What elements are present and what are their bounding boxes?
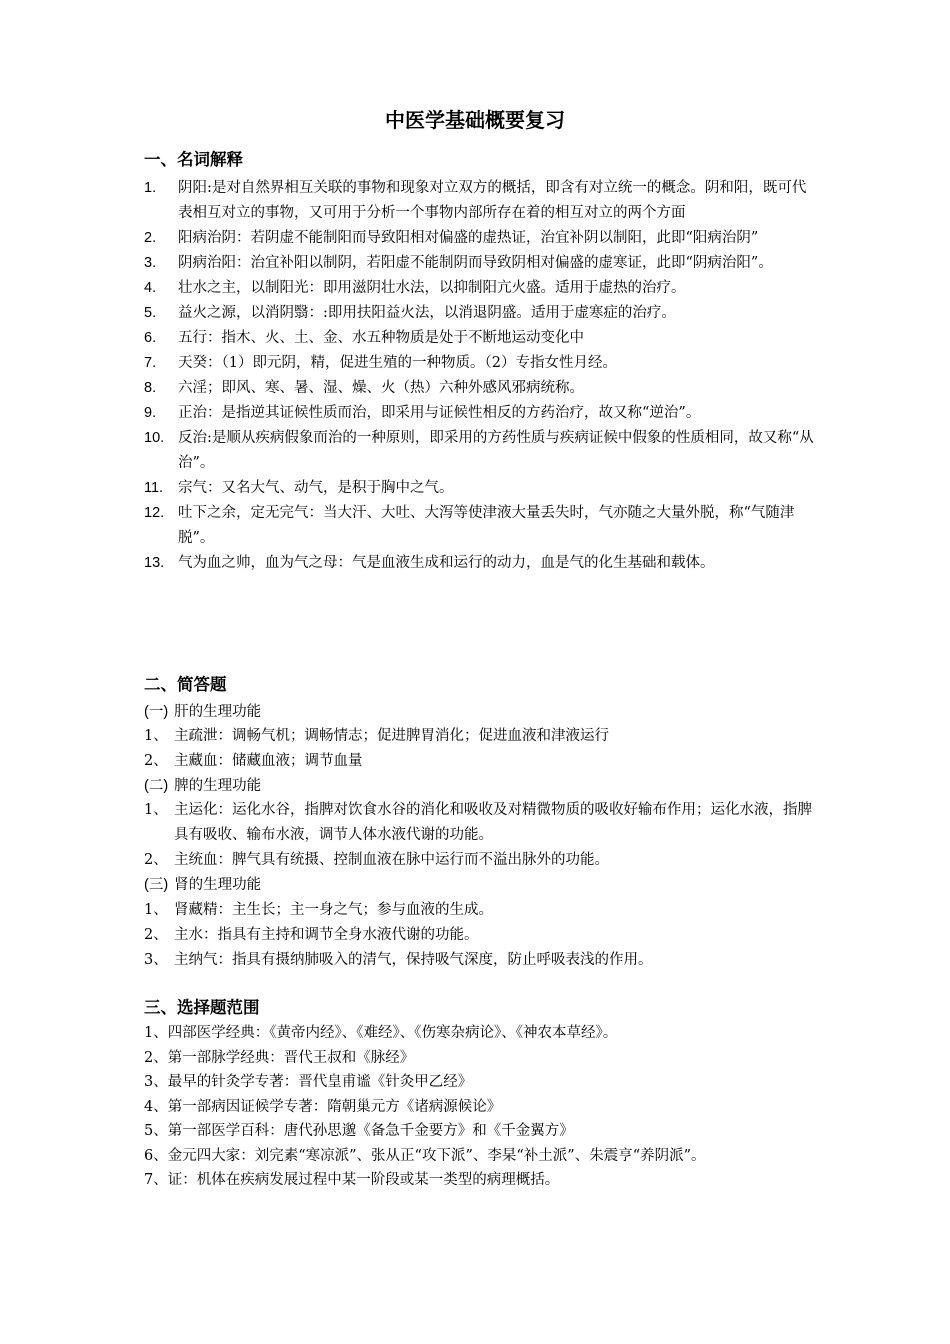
list-item: 1、 主疏泄：调畅气机；调畅情志；促进脾胃消化；促进血液和津液运行 <box>144 728 609 744</box>
list-item: 10. 反治:是顺从疾病假象而治的一种原则，即采用的方药性质与疾病证候中假象的性质相同，故又称“从治”。 <box>144 430 814 471</box>
list-item: 8. 六淫；即风、寒、暑、湿、燥、火（热）六种外感风邪病统称。 <box>144 380 584 396</box>
subsection-spleen-list <box>144 798 816 873</box>
list-item: 6. 五行：指木、火、土、金、水五种物质是处于不断地运动变化中 <box>144 330 584 346</box>
list-item: 3. 阴病治阳：治宜补阳以制阴，若阳虚不能制阴而导致阴相对偏盛的虚寒证，此即“阴病治阳”。 <box>144 255 773 271</box>
list-item: 1、四部医学经典：《黄帝内经》、《难经》、《伤寒杂病论》、《神农本草经》。 <box>144 1025 618 1041</box>
list-item: 6、金元四大家：刘完素“寒凉派”、张从正“攻下派”、李杲“补土派”、朱震亨“养阴派”。 <box>144 1147 706 1164</box>
subsection-liver-list <box>144 724 816 774</box>
list-item: 2、 主水：指具有主持和调节全身水液代谢的功能。 <box>144 927 479 943</box>
section-3-list <box>144 1021 816 1193</box>
list-item: 2. 阳病治阴：若阴虚不能制阳而导致阳相对偏盛的虚热证，治宜补阴以制阳，此即“阳病治阴” <box>144 230 759 246</box>
list-item: 3、 主纳气：指具有摄纳肺吸入的清气，保持吸气深度，防止呼吸表浅的作用。 <box>144 952 653 968</box>
section-3-heading: 三、选择题范围 <box>144 998 260 1017</box>
subsection-liver-title: (一) 肝的生理功能 <box>144 704 262 720</box>
list-item: 9. 正治：是指逆其证候性质而治，即采用与证候性相反的方药治疗，故又称“逆治”。 <box>144 405 701 421</box>
subsection-kidney-list <box>144 898 816 973</box>
list-item: 1. 阴阳:是对自然界相互关联的事物和现象对立双方的概括，即含有对立统一的概念。阴和阳，既可代表相互对立的事物，又可用于分析一个事物内部所存在着的相互对立的两个方面 <box>144 180 807 221</box>
list-item: 5. 益火之源，以消阴翳：:即用扶阳益火法，以消退阴盛。适用于虚寒症的治疗。 <box>144 305 676 321</box>
subsection-kidney-title: (三) 肾的生理功能 <box>144 877 262 893</box>
list-item: 2、 主统血：脾气具有统摄、控制血液在脉中运行而不溢出脉外的功能。 <box>144 852 609 868</box>
list-item: 13. 气为血之帅，血为气之母：气是血液生成和运行的动力，血是气的化生基础和载体。 <box>144 555 715 571</box>
list-item: 12. 吐下之余，定无完气：当大汗、大吐、大泻等使津液大量丢失时，气亦随之大量外脱，称“气随津脱”。 <box>144 505 795 546</box>
list-item: 11. 宗气：又名大气、动气，是积于胸中之气。 <box>144 480 454 496</box>
section-1-heading: 一、名词解释 <box>144 150 243 169</box>
list-item: 1、 主运化：运化水谷，指脾对饮食水谷的消化和吸收及对精微物质的吸收好输布作用；运化水液，指脾具有吸收、输布水液，调节人体水液代谢的功能。 <box>144 802 812 843</box>
list-item: 4、第一部病因证候学专著：隋朝巢元方《诸病源候论》 <box>144 1098 502 1115</box>
list-item: 7、证：机体在疾病发展过程中某一阶段或某一类型的病理概括。 <box>144 1172 560 1188</box>
list-item: 7. 天癸：（1）即元阴，精，促进生殖的一种物质。（2）专指女性月经。 <box>144 355 617 371</box>
list-item: 2、 主藏血：储藏血液；调节血量 <box>144 753 363 769</box>
list-item: 5、第一部医学百科：唐代孙思邈《备急千金要方》和《千金翼方》 <box>144 1123 574 1139</box>
subsection-spleen-title: (二) 脾的生理功能 <box>144 778 262 794</box>
list-item: 2、第一部脉学经典：晋代王叔和《脉经》 <box>144 1049 415 1066</box>
document-title: 中医学基础概要复习 <box>385 108 565 132</box>
section-1-list <box>144 176 816 576</box>
list-item: 4. 壮水之主，以制阳光：即用滋阴壮水法，以抑制阳亢火盛。适用于虚热的治疗。 <box>144 280 686 296</box>
section-2-heading: 二、简答题 <box>144 675 227 694</box>
list-item: 3、最早的针灸学专著：晋代皇甫谧《针灸甲乙经》 <box>144 1074 473 1090</box>
list-item: 1、 肾藏精：主生长；主一身之气；参与血液的生成。 <box>144 902 493 918</box>
